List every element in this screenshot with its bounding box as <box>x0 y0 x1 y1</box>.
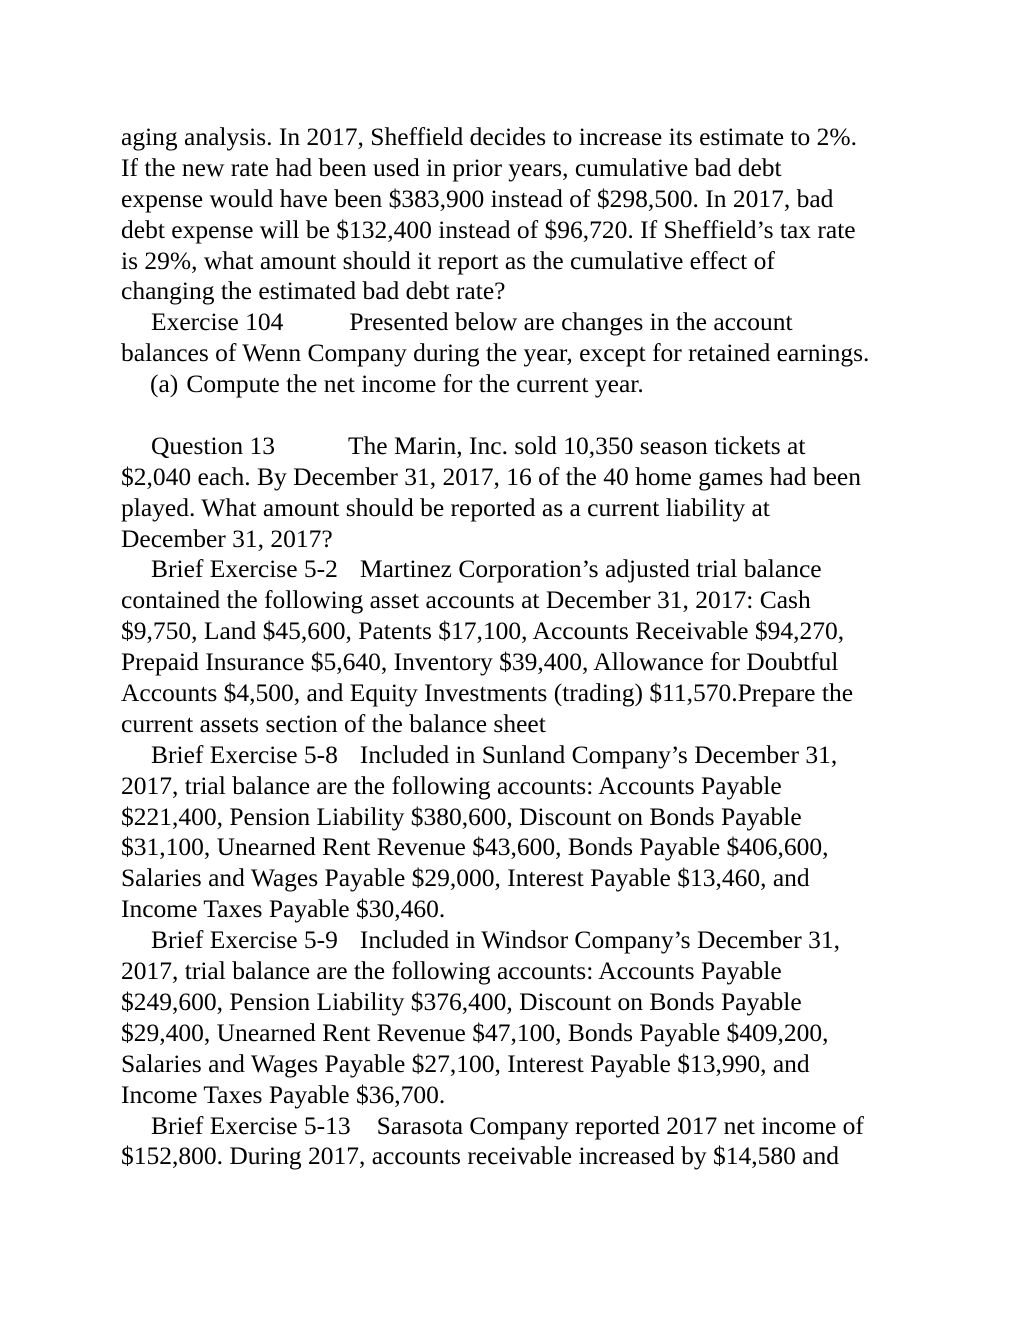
brief-exercise-5-8-label: Brief Exercise 5-8 <box>151 739 338 769</box>
text-line: 2017, trial balance are the following accounts: Accounts Payable <box>121 956 782 986</box>
exercise-104 <box>121 307 921 400</box>
brief-exercise-5-9 <box>121 925 921 1110</box>
exercise-104-first-line: Presented below are changes in the account <box>349 307 793 337</box>
document-body <box>121 122 921 1172</box>
brief-exercise-5-8-first-line: Included in Sunland Company’s December 31, <box>359 739 838 769</box>
text-line: $2,040 each. By December 31, 2017, 16 of the 40 home games had been <box>121 461 861 491</box>
text-line: Income Taxes Payable $36,700. <box>121 1079 446 1109</box>
text-line: $249,600, Pension Liability $376,400, Discount on Bonds Payable <box>121 986 802 1016</box>
text-line: debt expense will be $132,400 instead of $96,720. If Sheffield’s tax rate <box>121 214 856 244</box>
text-line: $29,400, Unearned Rent Revenue $47,100, Bonds Payable $409,200, <box>121 1017 829 1047</box>
text-line: changing the estimated bad debt rate? <box>121 276 506 306</box>
brief-exercise-5-9-first-line: Included in Windsor Company’s December 31, <box>359 925 840 955</box>
question-13-heading <box>121 431 921 462</box>
question-13 <box>121 431 921 555</box>
brief-exercise-5-13-label: Brief Exercise 5-13 <box>151 1110 351 1140</box>
text-line: $221,400, Pension Liability $380,600, Discount on Bonds Payable <box>121 801 802 831</box>
brief-exercise-5-8-heading <box>121 740 921 771</box>
brief-exercise-5-9-label: Brief Exercise 5-9 <box>151 925 338 955</box>
paragraph-aging-analysis <box>121 122 921 307</box>
brief-exercise-5-8 <box>121 740 921 925</box>
text-line: expense would have been $383,900 instead of $298,500. In 2017, bad <box>121 183 834 213</box>
text-line: contained the following asset accounts at December 31, 2017: Cash <box>121 585 811 615</box>
text-line: If the new rate had been used in prior years, cumulative bad debt <box>121 152 782 182</box>
text-line: December 31, 2017? <box>121 523 333 553</box>
text-line: Salaries and Wages Payable $27,100, Interest Payable $13,990, and <box>121 1048 810 1078</box>
text-line: $9,750, Land $45,600, Patents $17,100, Accounts Receivable $94,270, <box>121 616 845 646</box>
brief-exercise-5-9-heading <box>121 925 921 956</box>
text-line: Prepaid Insurance $5,640, Inventory $39,400, Allowance for Doubtful <box>121 647 839 677</box>
text-line: Income Taxes Payable $30,460. <box>121 894 446 924</box>
exercise-104-heading <box>121 307 921 338</box>
brief-exercise-5-2-first-line: Martinez Corporation’s adjusted trial balance <box>359 554 822 584</box>
text-line: Accounts $4,500, and Equity Investments (trading) $11,570.Prepare the <box>121 678 854 708</box>
text-line: aging analysis. In 2017, Sheffield decides to increase its estimate to 2%. <box>121 122 858 151</box>
text-line: played. What amount should be reported as a current liability at <box>121 492 770 522</box>
exercise-104-label: Exercise 104 <box>151 307 284 337</box>
text-line: balances of Wenn Company during the year, except for retained earnings. <box>121 338 870 368</box>
blank-line <box>121 400 921 431</box>
brief-exercise-5-13-first-line: Sarasota Company reported 2017 net income of <box>376 1110 864 1140</box>
question-13-label: Question 13 <box>151 430 275 460</box>
exercise-104-part-a <box>121 369 921 400</box>
question-13-first-line: The Marin, Inc. sold 10,350 season tickets at <box>347 430 806 460</box>
text-line: is 29%, what amount should it report as the cumulative effect of <box>121 245 775 275</box>
text-line: $152,800. During 2017, accounts receivable increased by $14,580 and <box>121 1141 840 1171</box>
brief-exercise-5-13-heading <box>121 1111 921 1142</box>
brief-exercise-5-2 <box>121 554 921 739</box>
text-line: current assets section of the balance sheet <box>121 708 546 738</box>
brief-exercise-5-2-label: Brief Exercise 5-2 <box>151 554 338 584</box>
text-line: 2017, trial balance are the following accounts: Accounts Payable <box>121 770 782 800</box>
brief-exercise-5-13 <box>121 1111 921 1173</box>
part-a-label: (a) <box>150 369 179 399</box>
brief-exercise-5-2-heading <box>121 554 921 585</box>
text-line: $31,100, Unearned Rent Revenue $43,600, Bonds Payable $406,600, <box>121 832 829 862</box>
part-a-text: Compute the net income for the current year. <box>186 369 644 399</box>
text-line: Salaries and Wages Payable $29,000, Interest Payable $13,460, and <box>121 863 810 893</box>
